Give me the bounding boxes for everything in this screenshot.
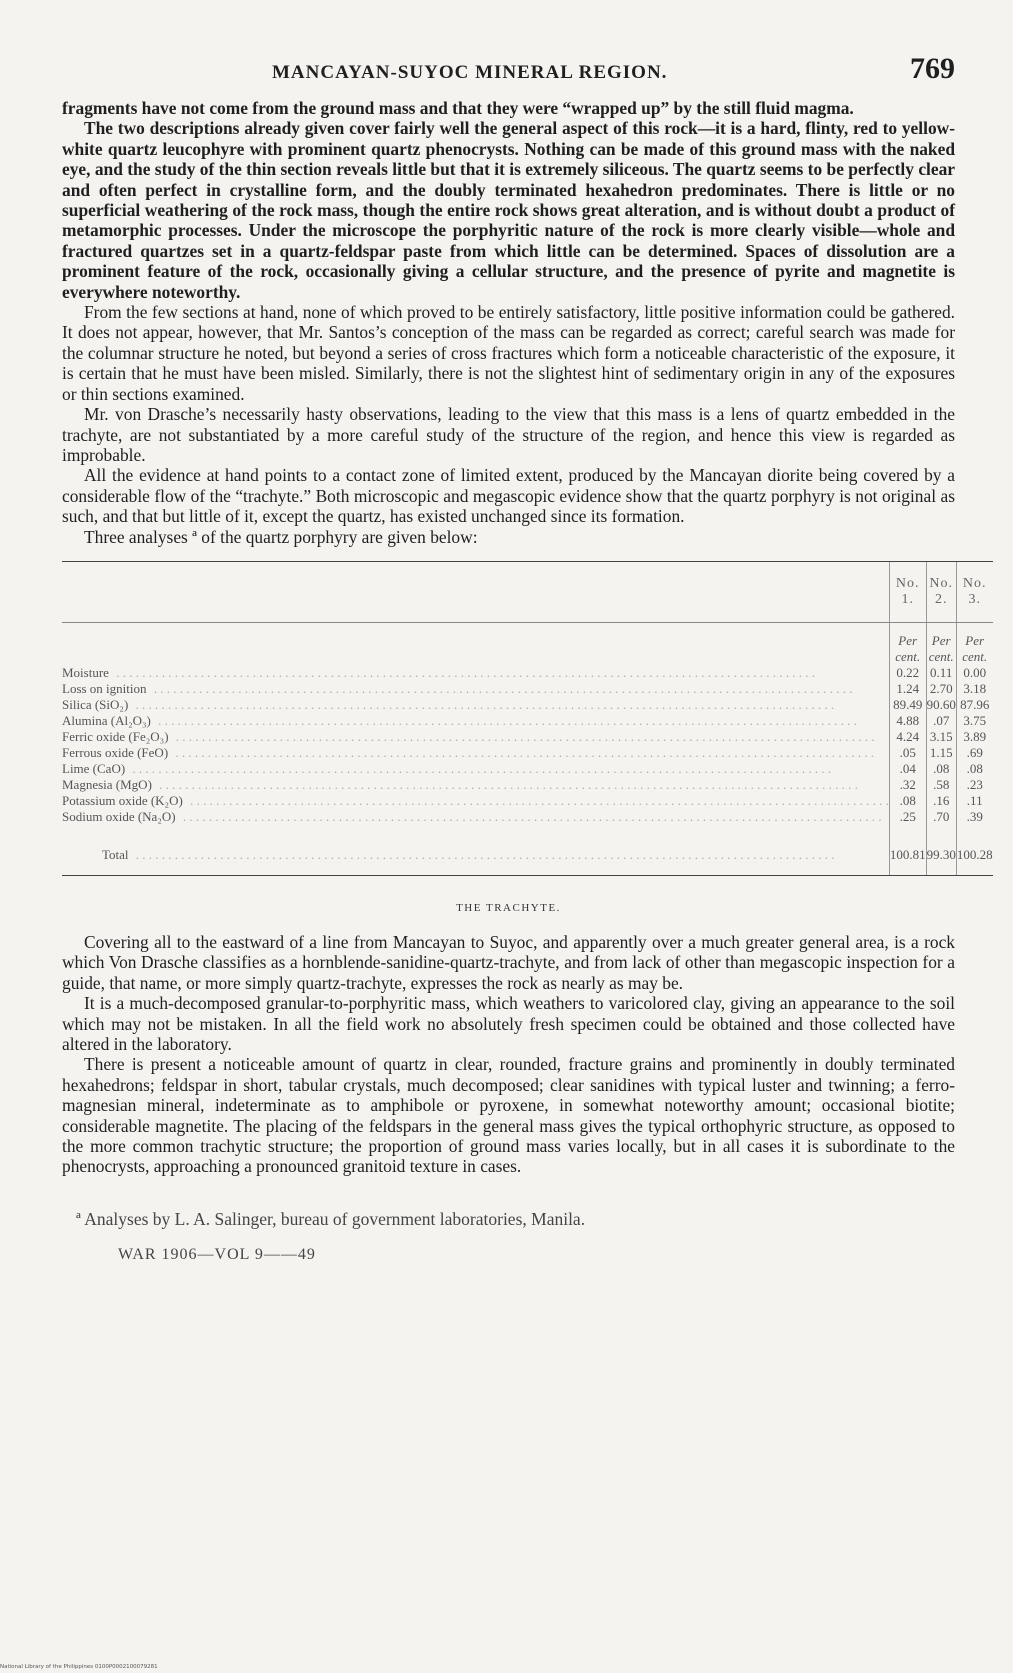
row-label-cell — [62, 777, 889, 793]
table-row — [62, 745, 993, 761]
table-row — [62, 761, 993, 777]
table-row — [62, 729, 993, 745]
row-label: Magnesia (MgO) — [62, 777, 156, 792]
column-header: No. 1. — [889, 561, 926, 622]
cell-value: 1.15 — [926, 745, 956, 761]
column-header: No. 2. — [926, 561, 956, 622]
cell-value: 90.60 — [926, 696, 956, 712]
dot-leader — [62, 729, 889, 745]
dot-leader — [62, 665, 889, 681]
unit-label: Per cent. — [956, 622, 992, 665]
running-title: MANCAYAN-SUYOC MINERAL REGION. — [272, 62, 668, 83]
table-header-row — [62, 561, 993, 622]
paragraph: From the few sections at hand, none of which proved to be entirely satisfactory, little positive information could be gathered. It does not appear, however, that Mr. Santos’s conception of the mass can be regarded as correct; careful search was made for the columnar structure he noted, but beyond a series of cross fractures which form a noticeable characteristic of the exposure, it is certain that he must have been misled. Similarly, there is not the slightest hint of sedimentary origin in any of the exposures or thin sections examined. — [62, 302, 955, 404]
paragraph: Covering all to the eastward of a line from Mancayan to Suyoc, and apparently over a much greater general area, is a rock which Von Drasche classifies as a hornblende-sanidine-quartz-trachyte, and from lack of other than megascopic inspection for a guide, that name, or more simply quartz-trachyte, expresses the rock as nearly as may be. — [62, 931, 955, 993]
row-label-cell — [62, 713, 889, 729]
unit-label: Per cent. — [926, 622, 956, 665]
cell-value: .23 — [956, 777, 992, 793]
cell-value: .07 — [926, 713, 956, 729]
table-row — [62, 713, 993, 729]
section-heading: THE TRACHYTE. — [456, 901, 561, 914]
cell-value: 2.70 — [926, 681, 956, 697]
cell-value: .32 — [889, 777, 926, 793]
table-row — [62, 681, 993, 697]
row-label-cell — [62, 745, 889, 761]
dot-leader — [62, 761, 889, 777]
cell-value: .69 — [956, 745, 992, 761]
row-label: Potassium oxide (K₂O) — [62, 793, 187, 808]
unit-blank — [62, 622, 889, 665]
total-label: Total — [102, 847, 133, 862]
page-number: 769 — [910, 52, 955, 85]
paragraph: Mr. von Drasche’s necessarily hasty observations, leading to the view that this mass is a lens of quartz embedded in the trachyte, are not substantiated by a more careful study of the structure of the region, and hence this view is regarded as improbable. — [62, 404, 955, 465]
dot-leader — [62, 793, 889, 809]
total-label-cell — [62, 825, 889, 876]
table-row — [62, 777, 993, 793]
unit-label: Per cent. — [889, 622, 926, 665]
row-label-cell — [62, 793, 889, 809]
cell-value: .08 — [926, 761, 956, 777]
total-value: 100.28 — [956, 825, 992, 876]
analysis-table — [62, 561, 993, 876]
row-label: Alumina (Al₂O₃) — [62, 713, 155, 728]
body-text-top — [62, 98, 955, 547]
document-page — [62, 50, 993, 1264]
footnote: ª Analyses by L. A. Salinger, bureau of government laboratories, Manila. — [76, 1208, 586, 1229]
total-row — [62, 825, 993, 876]
row-label: Loss on ignition — [62, 681, 151, 696]
row-label-cell — [62, 809, 889, 825]
table-row — [62, 793, 993, 809]
printer-signature: WAR 1906—VOL 9——49 — [118, 1245, 316, 1263]
paragraph: There is present a noticeable amount of quartz in clear, rounded, fracture grains and prominently in doubly terminated hexahedrons; feldspar in short, tabular crystals, much decomposed; clear sanidines with typical luster and twinning; a ferro-magnesian mineral, indeterminate as to amphibole or pyroxene, in somewhat noteworthy amount; occasional biotite; considerable magnetite. The placing of the feldspars in the general mass gives the typical orthophyric structure, as opposed to the more common trachytic structure; the proportion of ground mass varies locally, but in all cases it is subordinate to the phenocrysts, approaching a pronounced granitoid texture in cases. — [62, 1054, 955, 1177]
dot-leader — [62, 697, 889, 713]
paragraph: The two descriptions already given cover fairly well the general aspect of this rock—it is a hard, flinty, red to yellow-white quartz leucophyre with prominent quartz phenocrysts. Nothing can be made of this ground mass with the naked eye, and the study of the thin section reveals little but that it is extremely siliceous. The quartz seems to be perfectly clear and often perfect in crystalline form, and the doubly terminated hexahedron predominates. There is little or no superficial weathering of the rock mass, though the entire rock shows great alteration, and is without doubt a product of metamorphic processes. Under the microscope the porphyritic nature of the rock is more clearly visible—whole and fractured quartzes set in a quartz-feldspar paste from which little can be determined. Spaces of dissolution are a prominent feature of the rock, occasionally giving a cellular structure, and the presence of pyrite and magnetite is everywhere noteworthy. — [62, 118, 955, 302]
unit-row — [62, 622, 993, 665]
dot-leader — [62, 713, 889, 729]
cell-value: .05 — [889, 745, 926, 761]
total-value: 99.30 — [926, 825, 956, 876]
dot-leader — [62, 681, 889, 697]
row-label: Sodium oxide (Na₂O) — [62, 809, 180, 824]
paragraph: Three analyses ª of the quartz porphyry are given below: — [84, 526, 478, 547]
row-label-cell — [62, 761, 889, 777]
running-header — [62, 50, 955, 98]
paragraph: It is a much-decomposed granular-to-porphyritic mass, which weathers to varicolored clay, giving an appearance to the soil which may not be mistaken. In all the field work no absolutely fresh specimen could be obtained and those collected have altered in the laboratory. — [62, 993, 955, 1054]
row-label-cell — [62, 665, 889, 681]
cell-value: 87.96 — [956, 697, 992, 713]
scan-credit: National Library of the Philippines 0100P0002100079281 — [0, 1664, 158, 1670]
cell-value: 0.22 — [889, 665, 926, 681]
row-label-cell — [62, 697, 889, 713]
dot-leader — [62, 809, 889, 825]
cell-value: .58 — [926, 777, 956, 793]
table-header-blank — [62, 561, 889, 622]
dot-leader — [62, 777, 889, 793]
cell-value: 89.49 — [889, 697, 926, 713]
row-label: Moisture — [62, 665, 113, 680]
table-row — [62, 665, 993, 681]
row-label-cell — [62, 729, 889, 745]
cell-value: .04 — [889, 761, 926, 777]
body-text-trachyte — [62, 932, 955, 1177]
cell-value: 3.15 — [926, 729, 956, 745]
table-row — [62, 809, 993, 825]
cell-value: .11 — [956, 793, 992, 809]
cell-value: .16 — [926, 793, 956, 809]
cell-value: .08 — [889, 793, 926, 809]
cell-value: 1.24 — [889, 681, 926, 697]
row-label-cell — [62, 681, 889, 697]
row-label: Lime (CaO) — [62, 761, 129, 776]
cell-value: 4.24 — [889, 729, 926, 745]
column-header: No. 3. — [956, 561, 992, 622]
dot-leader — [62, 847, 889, 863]
cell-value: 0.00 — [956, 665, 992, 681]
cell-value: 3.75 — [956, 713, 992, 729]
row-label: Ferric oxide (Fe₂O₃) — [62, 729, 173, 744]
row-label: Ferrous oxide (FeO) — [62, 745, 172, 760]
total-value: 100.81 — [889, 825, 926, 876]
cell-value: .70 — [926, 809, 956, 825]
cell-value: 4.88 — [889, 713, 926, 729]
cell-value: .39 — [956, 809, 992, 825]
table-row — [62, 697, 993, 713]
paragraph: fragments have not come from the ground mass and that they were “wrapped up” by the still fluid magma. — [62, 98, 854, 118]
cell-value: 3.18 — [956, 681, 992, 697]
table-body — [62, 622, 993, 875]
cell-value: .08 — [956, 761, 992, 777]
cell-value: 0.11 — [926, 665, 956, 681]
row-label: Silica (SiO₂) — [62, 697, 132, 712]
dot-leader — [62, 745, 889, 761]
cell-value: 3.89 — [956, 729, 992, 745]
cell-value: .25 — [889, 809, 926, 825]
paragraph: All the evidence at hand points to a contact zone of limited extent, produced by the Mancayan diorite being covered by a considerable flow of the “trachyte.” Both microscopic and megascopic evidence show that the quartz porphyry is not original as such, and that but little of it, except the quartz, has existed unchanged since its formation. — [62, 465, 955, 527]
